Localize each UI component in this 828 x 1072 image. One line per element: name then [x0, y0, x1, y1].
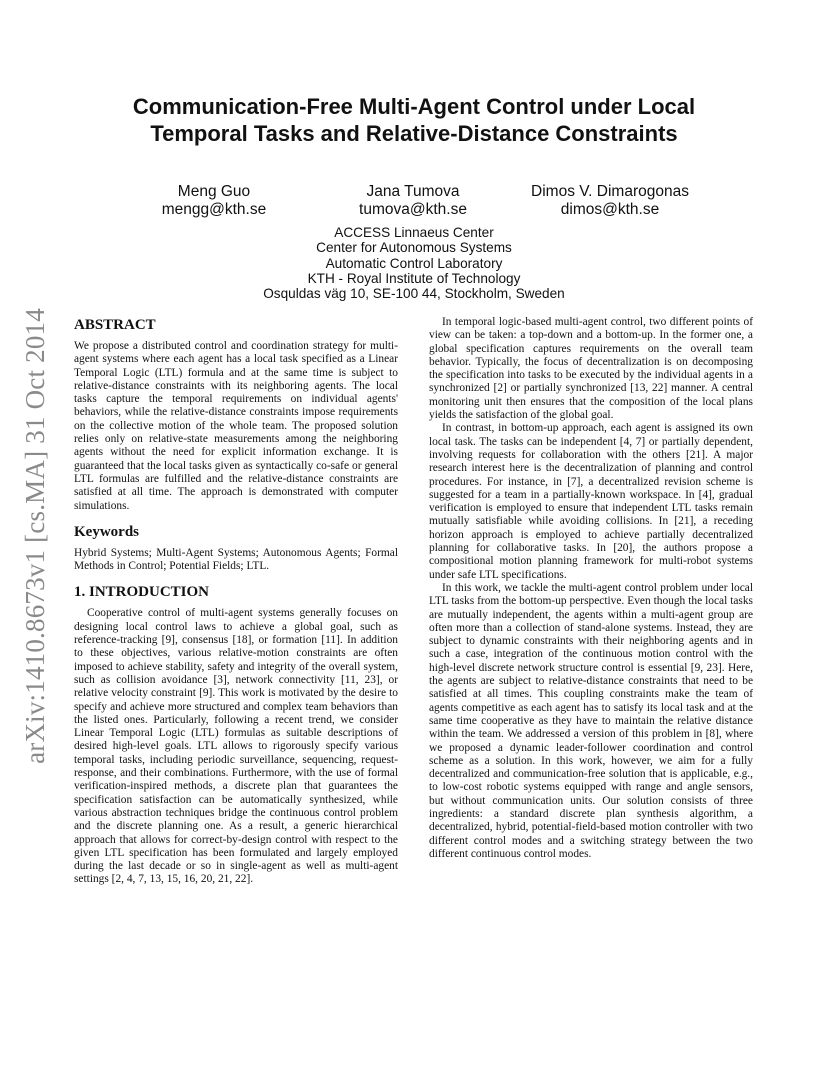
author-email: tumova@kth.se	[359, 201, 467, 218]
intro-paragraph-1: Cooperative control of multi-agent systems generally focuses on designing local control laws to achieve a global goal, such as reference-tracking [9], consensus [18], or formation [11]. In addition to these objectives, various relative-motion constraints are often imposed to achieve stability, safety and integrity of the overall system, such as collision avoidance [3], network connectivity [11, 23], or relative velocity constraint [9]. This work is motivated by the desire to specify and achieve more structured and complex team behaviors than the listed ones. Particularly, following a recent trend, we consider Linear Temporal Logic (LTL) formulas as suitable descriptions of desired high-level goals. LTL allows to rigorously specify various temporal tasks, including periodic surveillance, sequencing, request-response, and their combinations. Furthermore, with the use of formal verification-inspired methods, a discrete plan that guarantees the specification satisfaction can be automatically synthesized, while various abstraction techniques bridge the continuous control problem and the discrete planning one. As a result, a generic hierarchical approach that allows for correct-by-design control with respect to the given LTL specification has been formulated and largely employed during the last decade or so in single-agent as well as multi-agent settings [2, 4, 7, 13, 15, 16, 20, 21, 22].	[74, 607, 398, 886]
author-block-1	[140, 183, 288, 219]
affiliation-line: Center for Autonomous Systems	[316, 240, 512, 256]
introduction-heading: 1. INTRODUCTION	[74, 584, 210, 601]
intro-paragraph-2: In temporal logic-based multi-agent control, two different points of view can be taken: a top-down and a bottom-up. In the former one, a global specification captures requirements on the overall team behavior. Typically, the focus of decentralization is on decomposing the specification into tasks to be executed by the individual agents in a synchronized [2] or partially synchronized [13, 22] manner. A central monitoring unit then ensures that the composition of the local plans yields the satisfaction of the global goal.	[429, 316, 753, 422]
affiliation-line: ACCESS Linnaeus Center	[334, 225, 494, 240]
left-column	[74, 316, 398, 887]
title-line-1: Communication-Free Multi-Agent Control under Local	[132, 94, 696, 119]
author-name: Jana Tumova	[366, 183, 460, 200]
affiliation-line: Osquldas väg 10, SE-100 44, Stockholm, Sweden	[263, 286, 565, 302]
author-email: dimos@kth.se	[560, 201, 660, 218]
author-name: Dimos V. Dimarogonas	[531, 183, 689, 200]
author-email: mengg@kth.se	[161, 201, 267, 218]
right-column	[429, 316, 753, 861]
abstract-heading: ABSTRACT	[74, 317, 156, 333]
affiliation-block	[200, 225, 628, 301]
paper-title	[60, 93, 768, 147]
intro-paragraph-3: In contrast, in bottom-up approach, each agent is assigned its own local task. The tasks can be independent [4, 7] or partially dependent, involving requests for collaboration with the others [21]. A major research interest here is the decentralization of planning and control procedures. For instance, in [7], a decentralized revision scheme is suggested for a team in a partially-known workspace. In [4], gradual verification is employed to ensure that independent LTL tasks remain mutually satisfiable while avoiding collisions. In [21], a receding horizon approach is employed to achieve partially decentralized planning for collaborative tasks. In [20], the authors propose a compositional motion planning framework for multi-robot systems under safe LTL specifications.	[429, 422, 753, 581]
author-name: Meng Guo	[177, 183, 251, 200]
arxiv-id-text: arXiv:1410.8673v1 [cs.MA] 31 Oct 2014	[20, 308, 50, 764]
keywords-text: Hybrid Systems; Multi-Agent Systems; Autonomous Agents; Formal Methods in Control; Potential Fields; LTL.	[74, 546, 398, 573]
keywords-heading: Keywords	[74, 523, 139, 540]
affiliation-line: Automatic Control Laboratory	[325, 255, 503, 271]
abstract-text: We propose a distributed control and coordination strategy for multi-agent systems where each agent has a local task specified as a Linear Temporal Logic (LTL) formula and at the same time is subject to relative-distance constraints with its neighboring agents. The local tasks capture the temporal requirements on individual agents' behaviors, while the relative-distance constraints impose requirements on the collective motion of the whole team. The proposed solution relies only on relative-state measurements among the neighboring agents without the need for explicit information exchange. It is guaranteed that the local tasks given as syntactically co-safe or general LTL formulas are fulfilled and the relative-distance constraints are satisfied at all time. The approach is demonstrated with computer simulations.	[74, 340, 398, 512]
intro-paragraph-4: In this work, we tackle the multi-agent control problem under local LTL tasks from the bottom-up perspective. Even though the local tasks are mutually independent, the agents within a multi-agent group are often more than a collection of stand-alone systems. Instead, they are subject to dynamic constraints with their neighboring agents and in such a case, integration of the continuous motion control with the high-level discrete network structure control is essential [9, 23]. Here, the agents are subject to relative-distance constraints that need to be satisfied at all times. This coupling constraints make the team of agents competitive as each agent has to satisfy its local task and at the same time cooperative as they have to maintain the relative distance within the team. We addressed a version of this problem in [8], where we proposed a dynamic leader-follower coordination and control scheme as a solution. In this work, however, we aim for a fully decentralized and communication-free solution that is applicable, e.g., to low-cost robotic systems equipped with range and angle sensors, but without communication units. Our solution consists of three ingredients: a standard discrete plan synthesis algorithm, a decentralized, hybrid, potential-field-based motion controller with two different control modes and a switching strategy between the two different continuous control modes.	[429, 581, 753, 860]
author-block-2	[330, 183, 496, 219]
affiliation-line: KTH - Royal Institute of Technology	[307, 270, 521, 286]
title-line-2: Temporal Tasks and Relative-Distance Constraints	[150, 121, 678, 146]
author-block-3	[515, 183, 705, 219]
